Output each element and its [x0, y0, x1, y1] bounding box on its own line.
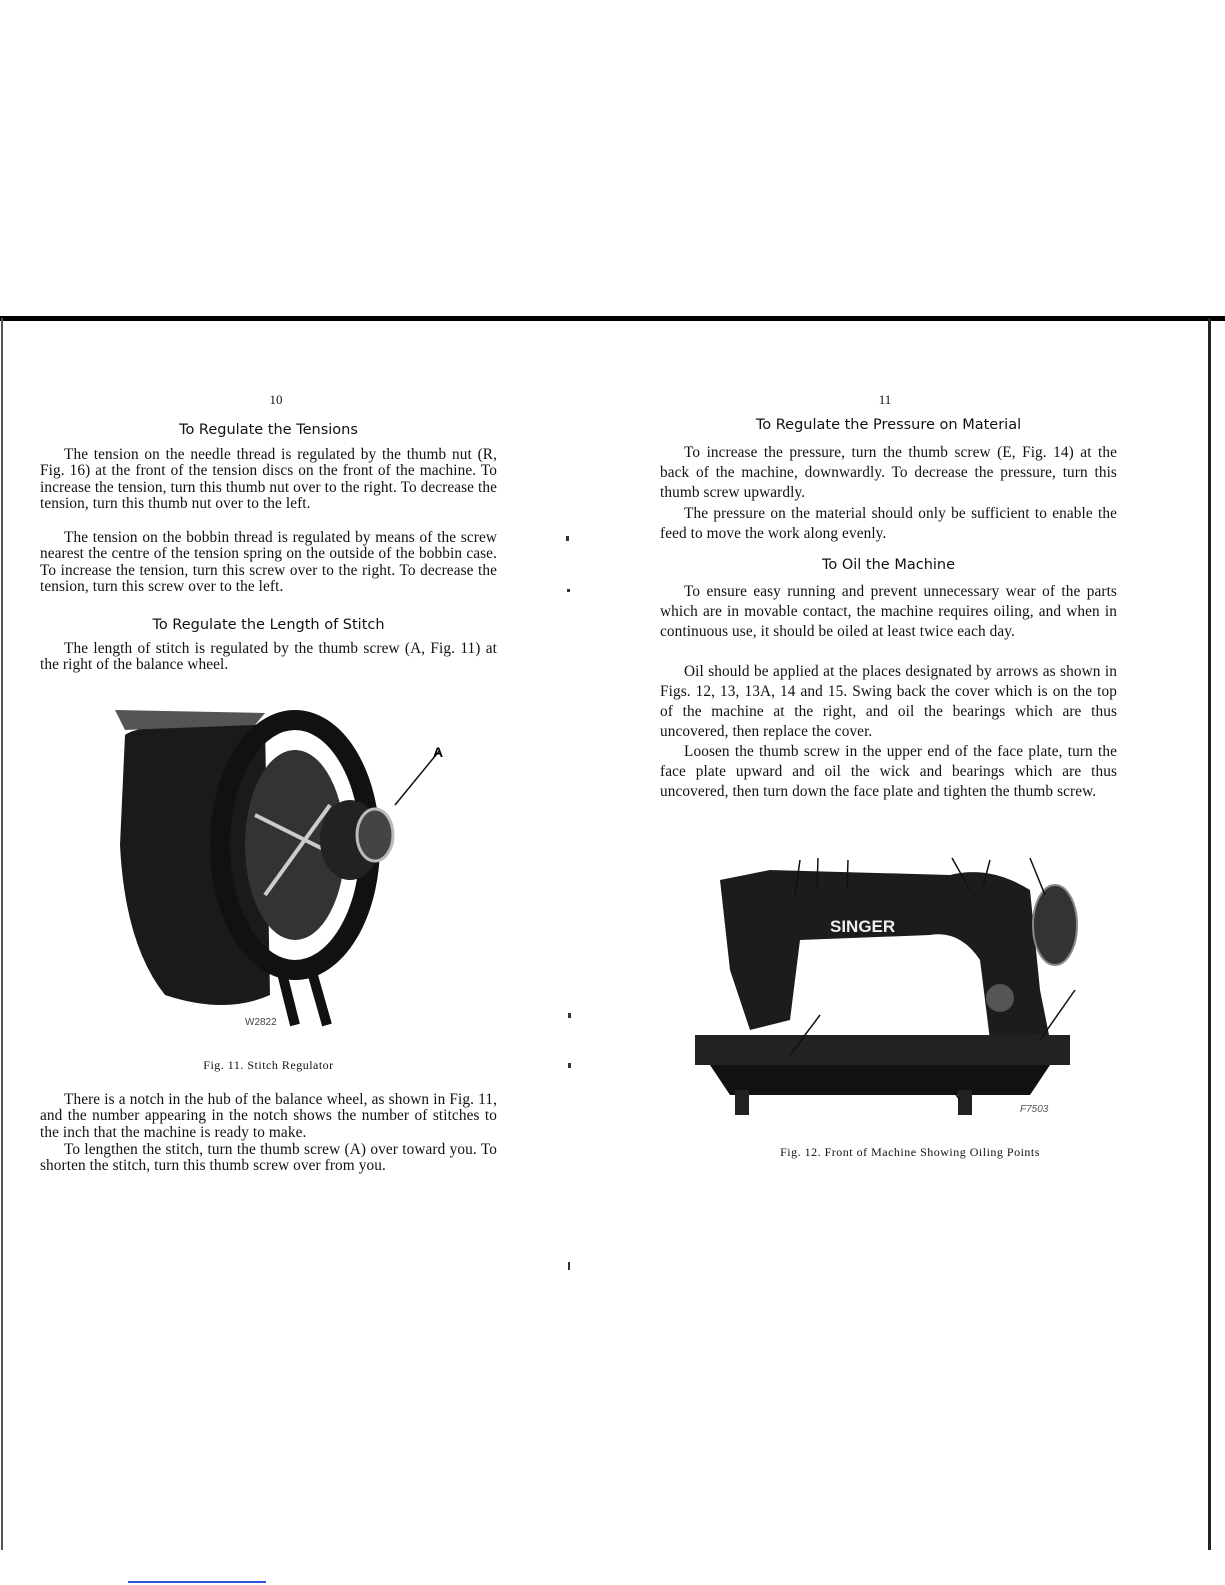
page-number: 11 — [878, 392, 892, 407]
scan-mark — [568, 1063, 571, 1068]
figure-code: W2822 — [245, 1017, 277, 1028]
figure-code: F7503 — [1020, 1104, 1049, 1115]
left-border — [1, 318, 3, 1550]
paragraph: To lengthen the stitch, turn the thumb screw (A) over toward you. To shorten the stitch, turn this thumb screw over from you. — [40, 1141, 497, 1175]
scan-mark — [568, 1013, 571, 1018]
section-heading: To Regulate the Tensions — [179, 422, 358, 438]
label-a: A — [433, 744, 444, 760]
paragraph: To ensure easy running and prevent unnecessary wear of the parts which are in movable contact, the machine requires oiling, and when in continuous use, it should be oiled at least twice each day. — [660, 583, 1117, 640]
figure-caption: Fig. 11. Stitch Regulator — [203, 1058, 334, 1072]
section-heading: To Regulate the Pressure on Material — [755, 417, 1022, 433]
balance-wheel-illustration — [105, 695, 455, 1035]
right-border — [1208, 318, 1211, 1550]
brand-logo: SINGER — [830, 917, 896, 936]
figure-stitch-regulator — [105, 695, 455, 1035]
scan-mark — [566, 536, 569, 541]
paragraph: There is a notch in the hub of the balance wheel, as shown in Fig. 11, and the number appearing in the notch shows the number of stitches to the inch that the machine is ready to make. — [40, 1091, 497, 1141]
paragraph: To increase the pressure, turn the thumb screw (E, Fig. 14) at the back of the machine, downwardly. To decrease the pressure, turn this thumb screw upwardly. — [660, 444, 1117, 501]
paragraph: Loosen the thumb screw in the upper end of the face plate, turn the face plate upward and oil the wick and bearings which are thus uncovered, then turn down the face plate and tighten the thumb screw. — [660, 743, 1117, 800]
section-heading: To Oil the Machine — [821, 557, 956, 573]
figure-machine-oiling-points — [690, 850, 1080, 1120]
paragraph: The pressure on the material should only be sufficient to enable the feed to move the work along evenly. — [660, 505, 1117, 542]
paragraph: Oil should be applied at the places designated by arrows as shown in Figs. 12, 13, 13A, 14 and 15. Swing back the cover which is on the top of the machine at the right, and oil the bearings which are thus uncovered, then replace the cover. — [660, 663, 1117, 740]
link-underline — [128, 1581, 266, 1583]
paragraph: The tension on the needle thread is regulated by the thumb nut (R, Fig. 16) at the front of the tension discs on the front of the machine. To increase the tension, turn this thumb nut over to the right. To decrease the tension, turn this thumb nut over to the left. — [40, 446, 497, 513]
scan-mark — [567, 589, 570, 592]
figure-caption: Fig. 12. Front of Machine Showing Oiling Points — [780, 1145, 1040, 1159]
paragraph: The length of stitch is regulated by the thumb screw (A, Fig. 11) at the right of the balance wheel. — [40, 640, 497, 674]
paragraph: The tension on the bobbin thread is regulated by means of the screw nearest the centre of the tension spring on the outside of the bobbin case. To increase the tension, turn this screw over to the right. To decrease the tension, turn this screw over to the left. — [40, 529, 497, 596]
page-number: 10 — [269, 392, 283, 407]
sewing-machine-illustration — [690, 850, 1080, 1120]
page-top-border — [0, 316, 1225, 321]
scan-mark — [568, 1262, 570, 1270]
section-heading: To Regulate the Length of Stitch — [152, 617, 385, 633]
